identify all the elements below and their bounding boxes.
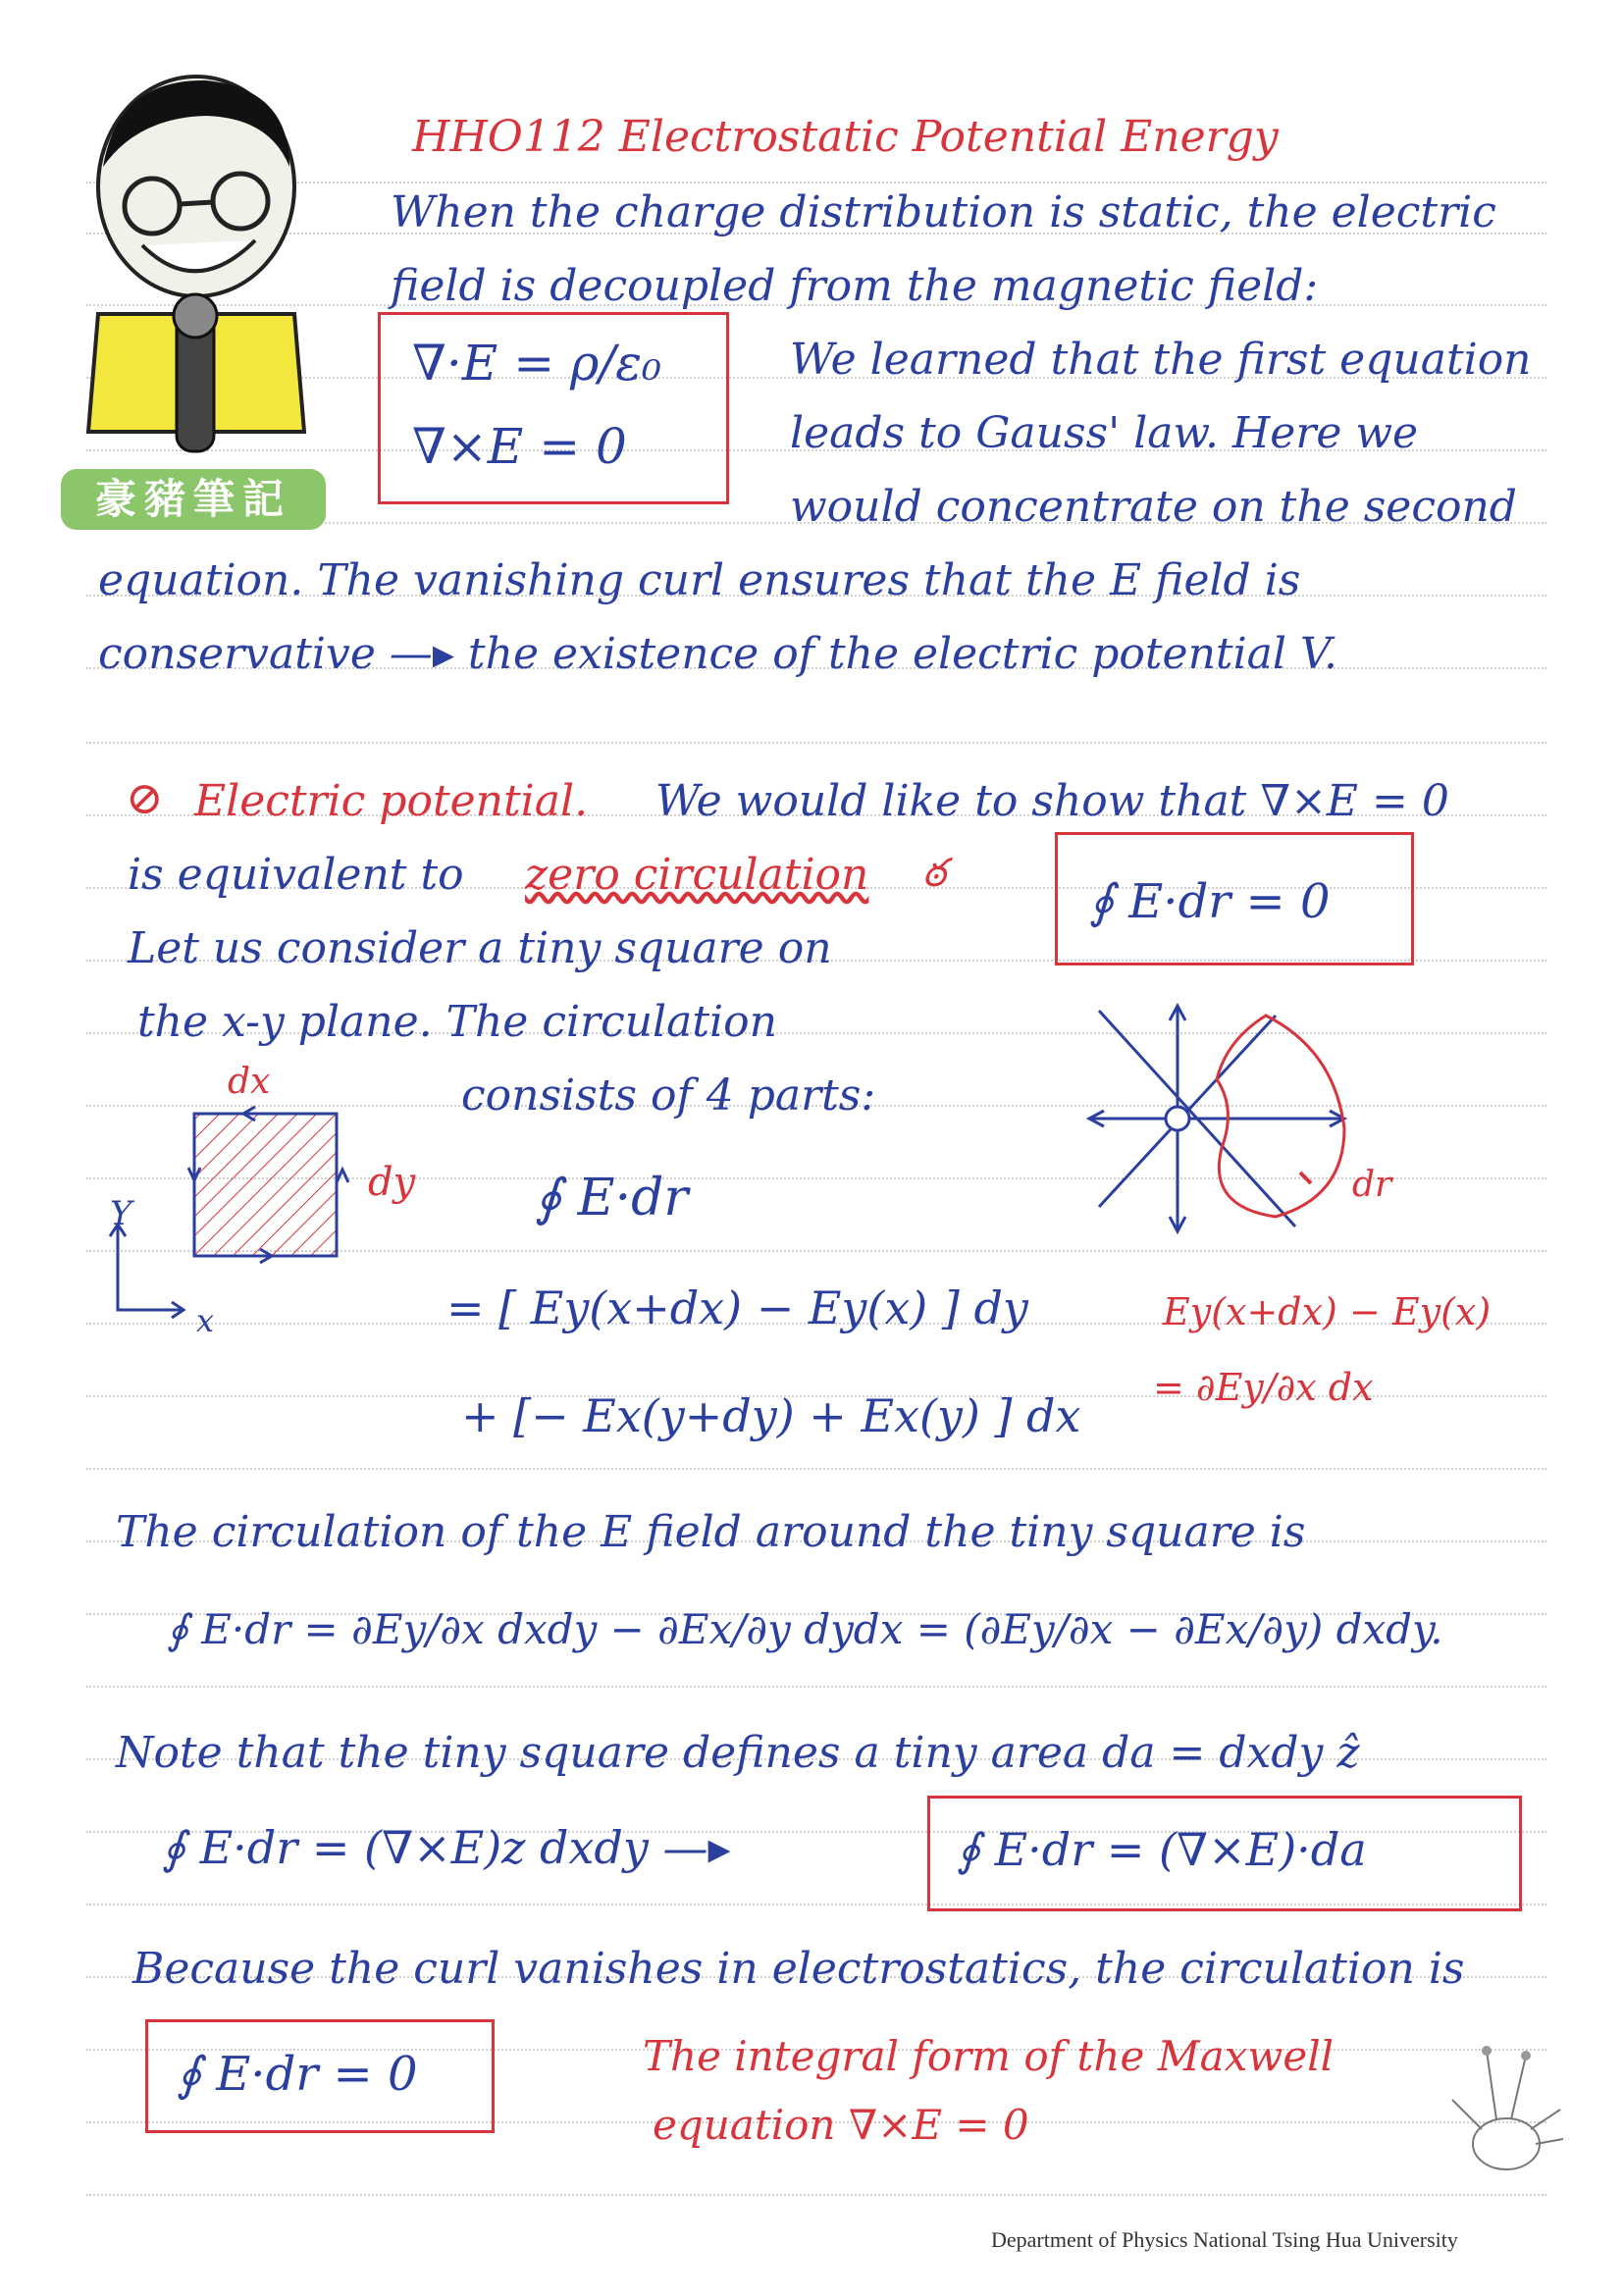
note-line: Note that the tiny square defines a tiny area da = dxdy ẑ — [116, 1728, 1360, 1778]
section-title: Electric potential. — [194, 776, 589, 826]
label-y: Y — [110, 1194, 132, 1233]
red-note-1: Ey(x+dx) − Ey(x) — [1163, 1290, 1492, 1333]
circulation-part-2: + [− Ex(y+dy) + Ex(y) ] dx — [461, 1389, 1081, 1442]
label-x: x — [196, 1302, 215, 1339]
section-marker: ⊘ — [126, 771, 164, 824]
curl-equation: ∇×E = 0 — [412, 418, 627, 475]
circulation-integral: ∮ E·dr — [535, 1169, 689, 1227]
label-dy: dy — [368, 1160, 416, 1205]
smiley-icon: ఠ — [922, 851, 946, 896]
intro-line-2: field is decoupled from the magnetic field: — [391, 261, 1319, 311]
zero-circulation-equation: ∮ E·dr = 0 — [1089, 874, 1331, 929]
paragraph-line-1: equation. The vanishing curl ensures that the E field is — [98, 555, 1301, 605]
label-dx: dx — [228, 1062, 271, 1102]
final-equation: ∮ E·dr = 0 — [177, 2047, 418, 2102]
red-note-2: = ∂Ey/∂x dx — [1153, 1366, 1374, 1409]
circulation-part-1: = [ Ey(x+dx) − Ey(x) ] dy — [446, 1281, 1028, 1334]
label-dr: dr — [1352, 1165, 1392, 1205]
paragraph-line-2: conservative —▸ the existence of the electric potential V. — [98, 629, 1338, 679]
square-text-2: the x-y plane. The circulation — [137, 997, 777, 1047]
curl-equation-boxed: ∮ E·dr = (∇×E)·da — [957, 1823, 1367, 1876]
footer: Department of Physics National Tsing Hua University — [991, 2227, 1458, 2252]
circulation-sentence: The circulation of the E field around the tiny square is — [116, 1507, 1306, 1557]
gauss-equation: ∇·E = ρ/ε₀ — [412, 335, 662, 391]
side-text-1: We learned that the first equation — [790, 335, 1532, 385]
logo-badge: 豪豬筆記 — [61, 469, 326, 530]
section-text-2b: zero circulation — [525, 850, 869, 900]
section-text-1: We would like to show that ∇×E = 0 — [655, 776, 1449, 826]
side-text-3: would concentrate on the second — [790, 482, 1517, 532]
side-text-2: leads to Gauss' law. Here we — [790, 408, 1419, 458]
circulation-equation: ∮ E·dr = ∂Ey/∂x dxdy − ∂Ex/∂y dydx = (∂Ey/∂x − ∂Ex/∂y) dxdy. — [167, 1605, 1443, 1653]
square-text-1: Let us consider a tiny square on — [128, 923, 832, 973]
section-text-2a: is equivalent to — [128, 850, 464, 900]
because-line: Because the curl vanishes in electrostatics, the circulation is — [132, 1944, 1465, 1994]
porcupine-sketch — [1438, 2041, 1565, 2198]
cartoon-avatar — [59, 59, 334, 471]
intro-line-1: When the charge distribution is static, the electric — [391, 187, 1496, 237]
final-note-1: The integral form of the Maxwell — [643, 2032, 1335, 2080]
curl-equation-left: ∮ E·dr = (∇×E)z dxdy —▸ — [162, 1821, 731, 1874]
page-title: HHO112 Electrostatic Potential Energy — [412, 112, 1279, 162]
radial-field-diagram — [1079, 991, 1374, 1246]
square-text-3: consists of 4 parts: — [461, 1070, 876, 1121]
final-note-2: equation ∇×E = 0 — [653, 2101, 1029, 2149]
